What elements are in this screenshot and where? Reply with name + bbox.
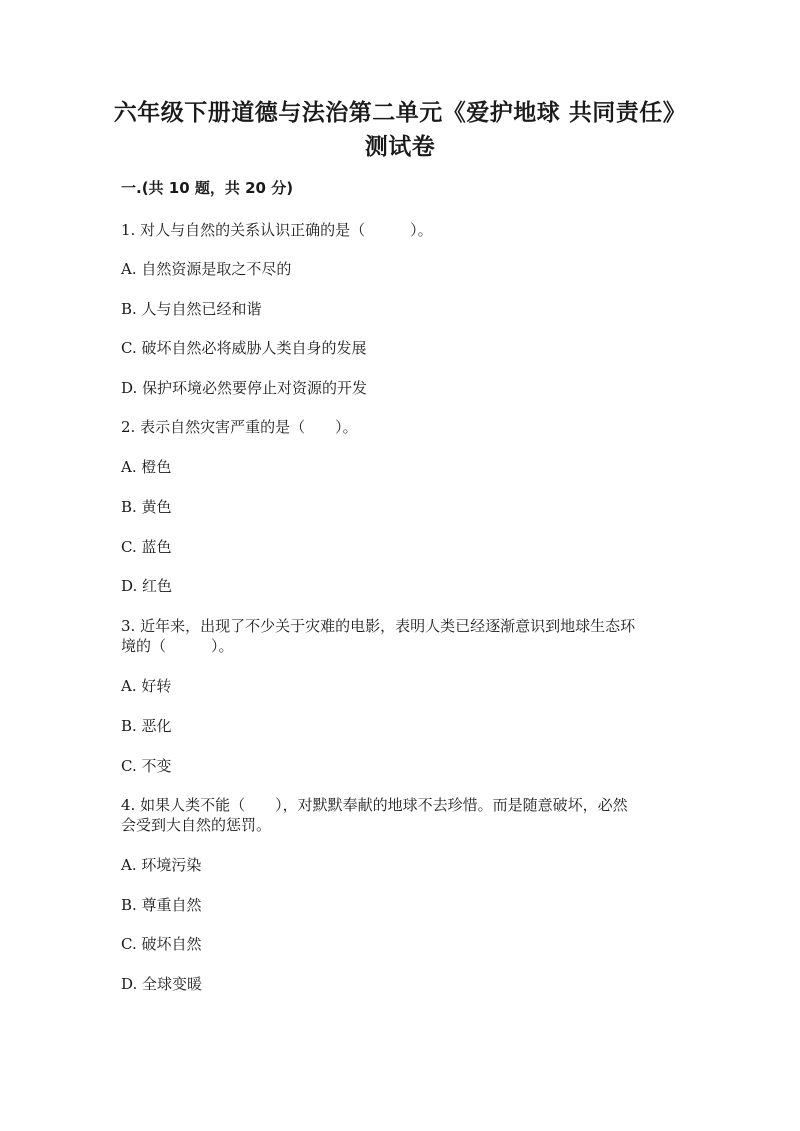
question-1-option-d: D. 保护环境必然要停止对资源的开发 — [121, 379, 368, 397]
question-1-option-c: C. 破坏自然必将威胁人类自身的发展 — [121, 339, 367, 357]
question-1-option-b: B. 人与自然已经和谐 — [121, 300, 262, 318]
question-3-stem-line-2: 境的（ ）。 — [121, 637, 234, 655]
question-3-option-a: A. 好转 — [121, 677, 172, 695]
question-2-option-d: D. 红色 — [121, 577, 173, 595]
section-heading: 一.(共 10 题，共 20 分) — [121, 179, 294, 197]
question-2-stem: 2. 表示自然灾害严重的是（ ）。 — [121, 418, 358, 436]
question-3-stem-line-1: 3. 近年来，出现了不少关于灾难的电影，表明人类已经逐渐意识到地球生态环 — [121, 617, 636, 635]
question-4-stem-line-2: 会受到大自然的惩罚。 — [121, 816, 272, 834]
question-4-option-d: D. 全球变暖 — [121, 975, 203, 993]
question-4-option-a: A. 环境污染 — [121, 856, 202, 874]
question-3-option-c: C. 不变 — [121, 757, 172, 775]
question-1-stem: 1. 对人与自然的关系认识正确的是（ ）。 — [121, 221, 433, 239]
question-3-option-b: B. 恶化 — [121, 717, 172, 735]
question-4-stem-line-1: 4. 如果人类不能（ ），对默默奉献的地球不去珍惜。而是随意破坏，必然 — [121, 796, 628, 814]
question-2-option-c: C. 蓝色 — [121, 538, 172, 556]
question-4-option-b: B. 尊重自然 — [121, 896, 202, 914]
question-1-option-a: A. 自然资源是取之不尽的 — [121, 260, 292, 278]
page-title: 六年级下册道德与法治第二单元《爱护地球 共同责任》测试卷 — [113, 100, 687, 160]
question-2-option-a: A. 橙色 — [121, 458, 172, 476]
question-2-option-b: B. 黄色 — [121, 498, 172, 516]
question-4-option-c: C. 破坏自然 — [121, 935, 202, 953]
